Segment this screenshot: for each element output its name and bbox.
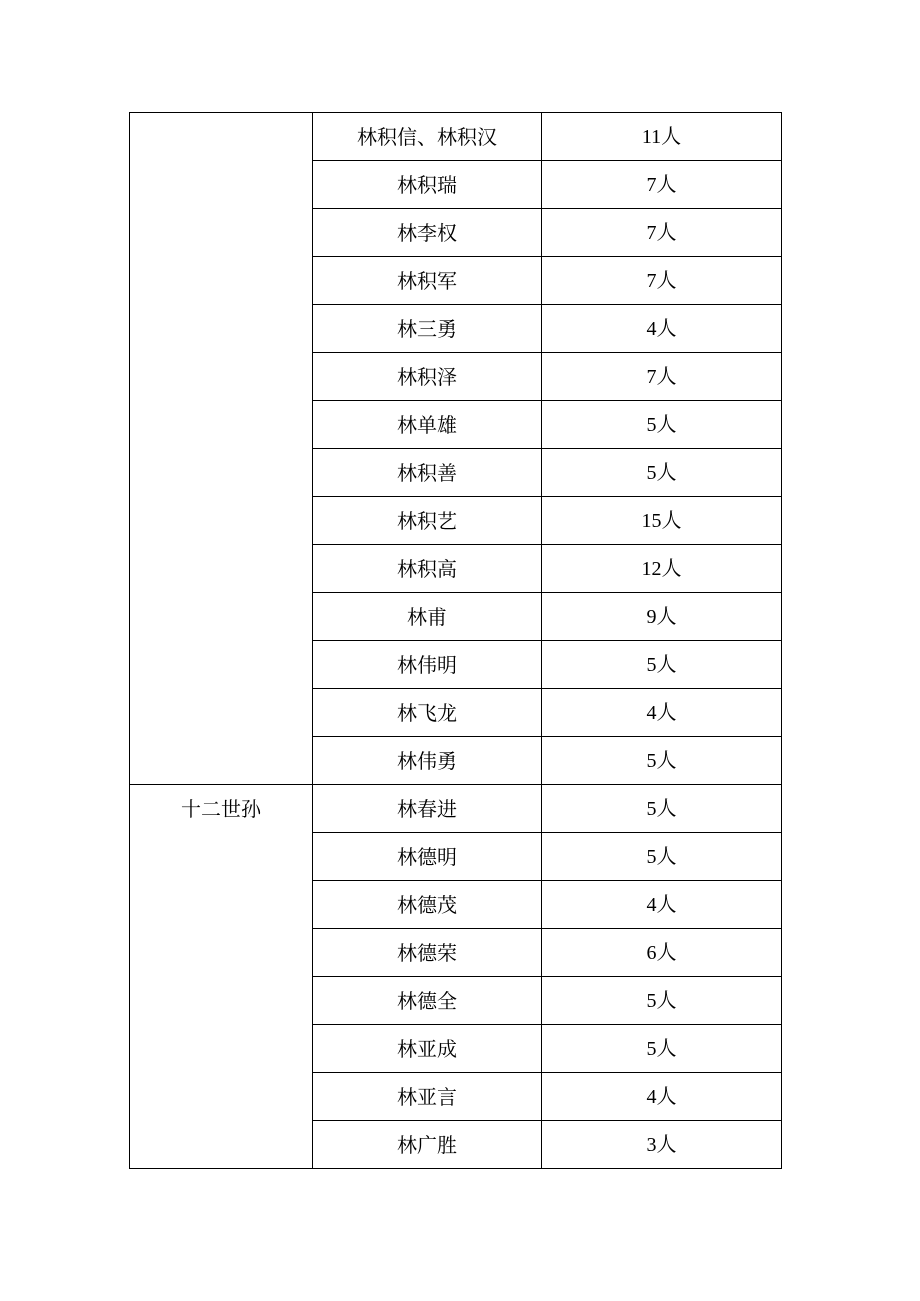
name-cell: 林三勇 [313, 305, 542, 353]
count-cell: 3人 [542, 1121, 782, 1169]
name-cell: 林积高 [313, 545, 542, 593]
count-cell: 5人 [542, 785, 782, 833]
count-cell: 5人 [542, 977, 782, 1025]
count-cell: 9人 [542, 593, 782, 641]
count-cell: 12人 [542, 545, 782, 593]
name-cell: 林亚言 [313, 1073, 542, 1121]
generation-label: 十二世孙 [181, 797, 261, 821]
table-row [130, 113, 782, 161]
count-cell: 5人 [542, 641, 782, 689]
count-cell: 5人 [542, 449, 782, 497]
name-cell: 林伟明 [313, 641, 542, 689]
name-cell: 林德全 [313, 977, 542, 1025]
name-cell: 林春进 [313, 785, 542, 833]
name-cell: 林积信、林积汉 [313, 113, 542, 161]
count-cell: 7人 [542, 353, 782, 401]
count-cell: 6人 [542, 929, 782, 977]
count-cell: 7人 [542, 257, 782, 305]
count-cell: 7人 [542, 209, 782, 257]
count-cell: 5人 [542, 1025, 782, 1073]
count-cell: 4人 [542, 1073, 782, 1121]
count-cell: 4人 [542, 305, 782, 353]
table-body [130, 113, 782, 1169]
name-cell: 林德荣 [313, 929, 542, 977]
generation-cell [130, 113, 313, 785]
name-cell: 林积瑞 [313, 161, 542, 209]
count-cell: 15人 [542, 497, 782, 545]
table-row [130, 785, 782, 833]
count-cell: 5人 [542, 737, 782, 785]
name-cell: 林积善 [313, 449, 542, 497]
count-cell: 5人 [542, 401, 782, 449]
count-cell: 11人 [542, 113, 782, 161]
name-cell: 林德明 [313, 833, 542, 881]
count-cell: 7人 [542, 161, 782, 209]
name-cell: 林伟勇 [313, 737, 542, 785]
name-cell: 林单雄 [313, 401, 542, 449]
name-cell: 林甫 [313, 593, 542, 641]
name-cell: 林亚成 [313, 1025, 542, 1073]
name-cell: 林积军 [313, 257, 542, 305]
name-cell: 林德茂 [313, 881, 542, 929]
name-cell: 林积艺 [313, 497, 542, 545]
name-cell: 林飞龙 [313, 689, 542, 737]
count-cell: 5人 [542, 833, 782, 881]
generation-cell [130, 785, 313, 1169]
generation-label [130, 113, 312, 127]
lineage-table [129, 112, 782, 1169]
name-cell: 林积泽 [313, 353, 542, 401]
name-cell: 林李权 [313, 209, 542, 257]
name-cell: 林广胜 [313, 1121, 542, 1169]
count-cell: 4人 [542, 689, 782, 737]
count-cell: 4人 [542, 881, 782, 929]
